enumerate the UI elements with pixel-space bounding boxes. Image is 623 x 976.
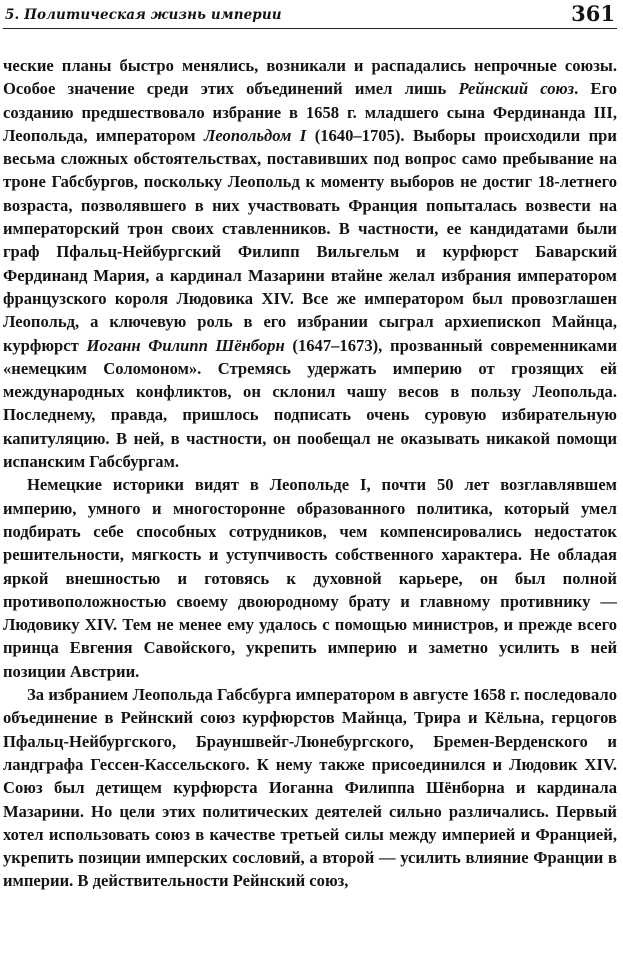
text-segment: (1640–1705). Выборы происходили при весьма сложных обстоятельствах, поставивших под вопрос само пребывание на троне Габсбургов, поскольку Леопольд к моменту выборов не достиг 18-летнего возраста, позволявшего в них участвовать Франция попыталась возвести на императорский трон своих ставленников. В частности, ее кандидатами были граф Пфальц-Нейбургский Филипп Вильгельм и курфюрст Баварский Фердинанд Мария, а кардинал Мазарини втайне желал избрания императором французского короля Людовика XIV. Все же императором был провозглашен Леопольд, а ключевую роль в его избрании сыграл архиепископ Майнца, курфюрст — [3, 125, 617, 355]
term-johann-philipp-schonborn: Иоганн Филипп Шёнборн — [86, 335, 285, 355]
paragraph-2 — [3, 473, 617, 683]
text-segment: За избранием Леопольда Габсбурга императором в августе 1658 г. последовало объединение в Рейнский союз курфюрстов Майнца, Трира и Кёльна, герцогов Пфальц-Нейбургского, Брауншвейг-Люнебургского, Бремен-Верденского и ландграфа Гессен-Кассельского. К нему также присоединился и Людовик XIV. Союз был детищем курфюрста Иоганна Филиппа Шёнборна и кардинала Мазарини. Но цели этих политических деятелей сильно различались. Первый хотел использовать союз в качестве третьей силы между империей и Францией, укрепить позиции имперских сословий, а второй — усилить влияние Франции в империи. В действительности Рейнский союз, — [3, 685, 617, 891]
term-rhine-league: Рейнский союз — [458, 79, 575, 99]
text-segment: . Его созданию предшествовало избрание в 1658 г. младшего сына Фердинанда III, Леопольда, императором — [3, 79, 617, 145]
text-segment: ческие планы быстро менялись, возникали и распадались непрочные союзы. Особое значение среди этих объединений имел лишь — [3, 56, 617, 99]
page-number: 361 — [571, 1, 615, 26]
term-leopold-i: Леопольдом I — [204, 125, 307, 145]
paragraph-1 — [3, 54, 617, 473]
running-header — [3, 0, 617, 29]
book-page — [3, 0, 617, 976]
chapter-title: 5. Политическая жизнь империи — [5, 7, 282, 23]
text-segment: (1647–1673), прозванный современниками «немецким Соломоном». Стремясь удержать империю от грозящих ей международных конфликтов, он склонил чашу весов в пользу Леопольда. Последнему, правда, пришлось подписать очень суровую избирательную капитуляцию. В ней, в частности, он пообещал не оказывать никакой помощи испанским Габсбургам. — [3, 335, 618, 472]
text-segment: Немецкие историки видят в Леопольде I, почти 50 лет возглавлявшем империю, умного и многосторонне образованного политика, который умел подбирать себе способных сотрудников, чем компенсировались недостаток решительности, мягкость и уступчивость собственного характера. Не обладая яркой внешностью и готовясь к духовной карьере, он был полной противоположностью своему двоюродному брату и главному противнику — Людовику XIV. Тем не менее ему удалось с помощью министров, и прежде всего принца Евгения Савойского, укрепить империю и заметно усилить в ней позиции Австрии. — [3, 475, 617, 681]
paragraph-3 — [3, 683, 617, 893]
body-text — [3, 54, 617, 893]
